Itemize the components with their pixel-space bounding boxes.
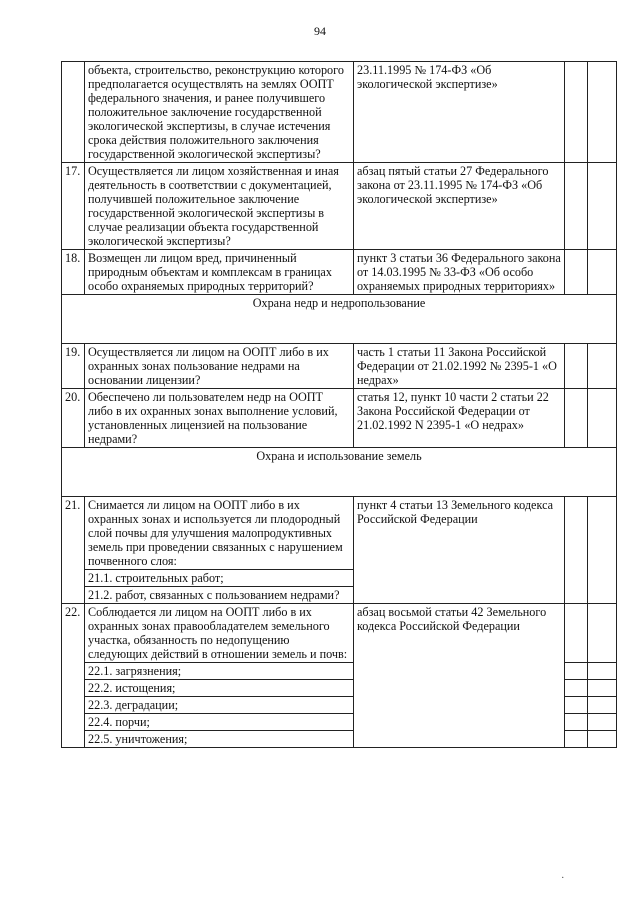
note-cell — [588, 680, 617, 697]
answer-cell — [565, 344, 588, 389]
question-cell: Осуществляется ли лицом хозяйственная и иная деятельность в соответствии с документацией, получившей положительное заключение государственной экологической экспертизы в случае реализации объекта государственной экологической экспертизы? — [85, 163, 354, 250]
note-cell — [588, 62, 617, 163]
row-number: 19. — [62, 344, 85, 389]
row-number: 22. — [62, 604, 85, 748]
row-number: 21. — [62, 497, 85, 604]
answer-cell — [565, 714, 588, 731]
table-row — [62, 389, 617, 448]
row-number — [62, 62, 85, 163]
reference-cell: часть 1 статьи 11 Закона Российской Федерации от 21.02.1992 № 2395-1 «О недрах» — [354, 344, 565, 389]
note-cell — [588, 344, 617, 389]
row-number: 17. — [62, 163, 85, 250]
table-row — [62, 62, 617, 163]
section-heading: Охрана и использование земель — [62, 448, 617, 497]
note-cell — [588, 389, 617, 448]
page-number: 94 — [314, 24, 326, 38]
answer-cell — [565, 731, 588, 748]
section-row — [62, 295, 617, 344]
note-cell — [588, 163, 617, 250]
note-cell — [588, 731, 617, 748]
sub-question-cell: 21.2. работ, связанных с пользованием недрами? — [85, 587, 354, 604]
row-number: 18. — [62, 250, 85, 295]
sub-question-cell: 22.3. деградации; — [85, 697, 354, 714]
sub-question-cell: 22.5. уничтожения; — [85, 731, 354, 748]
sub-question-cell: 22.4. порчи; — [85, 714, 354, 731]
answer-cell — [565, 680, 588, 697]
scan-mark: . — [561, 870, 564, 881]
section-row — [62, 448, 617, 497]
answer-cell — [565, 604, 588, 663]
question-cell: Соблюдается ли лицом на ООПТ либо в их охранных зонах правообладателем земельного участка, обязанность по недопущению следующих действий в отношении земель и почв: — [85, 604, 354, 663]
sub-question-cell: 22.2. истощения; — [85, 680, 354, 697]
reference-cell: абзац пятый статьи 27 Федерального закона от 23.11.1995 № 174-ФЗ «Об экологической экспертизе» — [354, 163, 565, 250]
table-row — [62, 250, 617, 295]
sub-question-cell: 21.1. строительных работ; — [85, 570, 354, 587]
question-cell: Осуществляется ли лицом на ООПТ либо в их охранных зонах пользование недрами на основании лицензии? — [85, 344, 354, 389]
answer-cell — [565, 163, 588, 250]
reference-cell: 23.11.1995 № 174-ФЗ «Об экологической экспертизе» — [354, 62, 565, 163]
answer-cell — [565, 62, 588, 163]
table-row — [62, 344, 617, 389]
note-cell — [588, 714, 617, 731]
answer-cell — [565, 497, 588, 604]
answer-cell — [565, 389, 588, 448]
reference-cell: статья 12, пункт 10 части 2 статьи 22 Закона Российской Федерации от 21.02.1992 N 2395-1 «О недрах» — [354, 389, 565, 448]
sub-question-cell: 22.1. загрязнения; — [85, 663, 354, 680]
question-cell: Снимается ли лицом на ООПТ либо в их охранных зонах и используется ли плодородный слой почвы для улучшения малопродуктивных земель при проведении связанных с нарушением почвенного слоя: — [85, 497, 354, 570]
row-number: 20. — [62, 389, 85, 448]
table-row — [62, 497, 617, 570]
note-cell — [588, 604, 617, 663]
question-cell: объекта, строительство, реконструкцию которого предполагается осуществлять на землях ООПТ федерального значения, и ранее получившего положительное заключение государственной экологической экспертизы, в случае истечения срока действия положительного заключения государственной экологической экспертизы? — [85, 62, 354, 163]
reference-cell: пункт 3 статьи 36 Федерального закона от 14.03.1995 № 33-ФЗ «Об особо охраняемых природных территориях» — [354, 250, 565, 295]
note-cell — [588, 663, 617, 680]
reference-cell: пункт 4 статьи 13 Земельного кодекса Российской Федерации — [354, 497, 565, 604]
question-cell: Обеспечено ли пользователем недр на ООПТ либо в их охранных зонах выполнение условий, установленных лицензией на пользование недрами? — [85, 389, 354, 448]
note-cell — [588, 497, 617, 604]
table-row — [62, 604, 617, 663]
note-cell — [588, 697, 617, 714]
question-cell: Возмещен ли лицом вред, причиненный природным объектам и комплексам в границах особо охраняемых природных территорий? — [85, 250, 354, 295]
answer-cell — [565, 663, 588, 680]
reference-cell: абзац восьмой статьи 42 Земельного кодекса Российской Федерации — [354, 604, 565, 748]
checklist-table — [61, 61, 617, 748]
section-heading: Охрана недр и недропользование — [62, 295, 617, 344]
table-row — [62, 163, 617, 250]
note-cell — [588, 250, 617, 295]
answer-cell — [565, 697, 588, 714]
answer-cell — [565, 250, 588, 295]
